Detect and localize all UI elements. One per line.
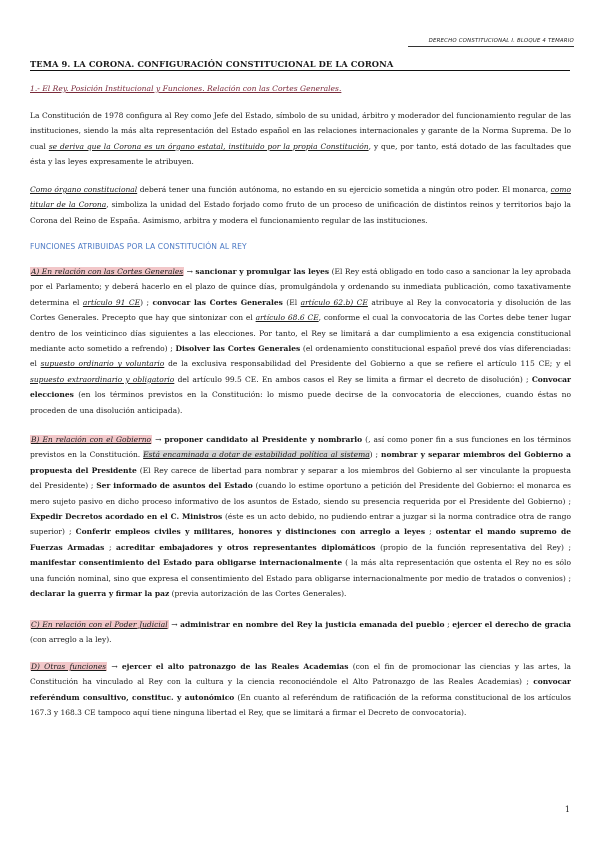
a-ref-3: artículo 68.6 CE — [255, 313, 319, 323]
b-text-13: ; — [104, 542, 112, 552]
a-text-6: atribuye al Rey la convocatoria y disolución de las Cortes Generales. Precepto que hay que sintonizar con el — [30, 297, 572, 323]
d-bold-1: ejercer el alto patronazgo de las Reales Academias — [121, 662, 349, 671]
c-bold-1: administrar en nombre del Rey la justicia emanada del pueblo — [180, 620, 445, 629]
arrow-icon: → — [111, 662, 118, 671]
header-rule — [408, 46, 574, 47]
b-text-5: (El Rey carece de libertad para nombrar y separar a los miembros del Gobierno al ser vinculante la propuesta del Presidente) ; — [30, 465, 571, 491]
a-text-7: , conforme el cual la convocatoria de las Cortes debe tener lugar dentro de los veinticinco días siguientes a las elecciones. Por tanto, el Rey se limitará a dar cumplimiento a esa exigencia constitucional mediante acto sometido a refrendo) ; — [30, 313, 571, 354]
function-a-paragraph — [30, 264, 571, 418]
function-d-paragraph — [30, 659, 571, 721]
b-bold-4: Expedir Decretos acordado en el C. Ministros — [30, 512, 223, 522]
function-b-tag: B) En relación con el Gobierno — [31, 435, 152, 444]
organ-paragraph — [30, 182, 571, 228]
running-header: DERECHO CONSTITUCIONAL I. BLOQUE 4 TEMARIO — [428, 38, 574, 44]
b-text-11: ; — [425, 527, 432, 537]
a-text-2: (El Rey está obligado en todo caso a sancionar la ley aprobada por el Parlamento; y deberá hacerlo en el plazo de quince días, promulgándola y ordenando su inmediata publicación, como taxativamente determina el — [30, 267, 572, 307]
c-text-2: ; — [444, 620, 450, 629]
function-c-tag: C) En relación con el Poder Judicial — [31, 620, 168, 629]
d-text-4: (En cuanto al referéndum de ratificación de la reforma constitucional de los artículos 167.3 y 168.3 CE tampoco aquí tiene ninguna libertad el Rey, que se limitará a firmar el Decreto de convocatoria). — [30, 692, 571, 718]
b-bold-7: acreditar embajadores y otros representantes diplomáticos — [116, 542, 376, 552]
p2-text-b: , simboliza la unidad del Estado forjado como fruto de un proceso de unificación de distintos reinos y territorios bajo la Corona del Reino de España. Asimismo, arbitra y modera el funcionamiento regular de las instituciones. — [30, 200, 571, 225]
function-a-tag: A) En relación con las Cortes Generales — [31, 267, 184, 276]
b-text-19: (previa autorización de las Cortes Generales). — [169, 589, 347, 599]
a-ref-5: supuesto extraordinario y obligatorio — [30, 374, 175, 384]
page-number: 1 — [564, 805, 570, 814]
a-ref-1: artículo 91 CE — [82, 297, 141, 307]
b-bold-9: declarar la guerra y firmar la paz — [30, 589, 170, 599]
p1-text: La Constitución de 1978 configura al Rey como Jefe del Estado, símbolo de su unidad, árbitro y moderador del funcionamiento regular de las instituciones, siendo la más alta representación del Estado español en las relaciones internacionales y garante de la Norma Suprema. De lo cual — [30, 111, 571, 151]
a-text-13: (en los términos previstos en la Constitución: lo mismo puede decirse de la convocatoria de elecciones, cuando éstas no proceden de una disolución anticipada). — [30, 390, 571, 415]
d-bold-2: convocar referéndum consultivo, constituc. y autonómico — [30, 677, 571, 702]
a-text-10: de la exclusiva responsabilidad del Presidente del Gobierno a que se refiere el artículo 115 CE; y el — [164, 359, 571, 369]
function-b-paragraph — [30, 432, 571, 601]
arrow-icon: → — [171, 620, 178, 629]
b-text-9: (éste es un acto debido, no pudiendo entrar a juzgar si la norma contradice otra de rango superior) ; — [30, 512, 571, 537]
p2-text-a: deberá tener una función autónoma, no estando en su ejercicio sometida a ningún otro poder. El monarca, — [137, 185, 549, 194]
p2-underlined-2: como titular de la Corona — [30, 185, 572, 210]
b-text-15: (propio de la función representativa del Rey) ; — [375, 542, 571, 552]
b-highlight: Está encaminada a dotar de estabilidad política al sistema — [143, 450, 370, 460]
a-text-5: (El — [282, 297, 298, 307]
a-ref-4: supuesto ordinario y voluntario — [40, 359, 165, 369]
b-bold-5: Conferir empleos civiles y militares, honores y distinciones con arreglo a leyes — [75, 527, 426, 537]
b-text-3: ) ; — [369, 450, 379, 460]
c-bold-2: ejercer el derecho de gracia — [452, 620, 571, 629]
a-bold-4: Convocar elecciones — [30, 374, 571, 400]
p1-underlined: se deriva que la Corona es un órgano estatal, instituido por la propia Constitución — [48, 141, 369, 151]
arrow-icon: → — [186, 267, 193, 276]
a-bold-2: convocar las Cortes Generales — [152, 297, 283, 307]
arrow-icon: → — [155, 435, 162, 444]
d-text-2: (con el fin de promocionar las ciencias y las artes, la Constitución ha vinculado al Rey con la cultura y la ciencia reconociéndole el Alto Patronazgo de las Reales Academias) ; — [30, 662, 571, 687]
intro-paragraph — [30, 108, 571, 170]
b-bold-1: proponer candidato al Presidente y nombrarlo — [164, 435, 363, 444]
a-ref-2: artículo 62.b) CE — [300, 297, 368, 307]
function-d-tag: D) Otras funciones — [31, 662, 107, 671]
document-title: TEMA 9. LA CORONA. CONFIGURACIÓN CONSTITUCIONAL DE LA CORONA — [30, 59, 570, 71]
b-bold-8: manifestar consentimiento del Estado para obligarse internacionalmente — [30, 558, 343, 568]
a-bold-3: Disolver las Cortes Generales — [175, 344, 301, 354]
b-bold-2: nombrar y separar miembros del Gobierno a propuesta del Presidente — [30, 450, 571, 475]
function-c-paragraph — [30, 617, 571, 648]
b-bold-6: ostentar el mando supremo de Fuerzas Armadas — [30, 527, 571, 552]
p2-underlined-1: Como órgano constitucional — [30, 185, 138, 194]
a-text-11: del artículo 99.5 CE. En ambos casos el Rey se limita a firmar el decreto de disolución) ; — [174, 374, 529, 384]
c-text-4: (con arreglo a la ley). — [30, 635, 112, 645]
a-text-3: ) ; — [140, 297, 150, 307]
section-subtitle: 1.- El Rey. Posición Institucional y Funciones. Relación con las Cortes Generales. — [30, 84, 342, 93]
a-text-9: (el ordenamiento constitucional español prevé dos vías diferenciadas: el — [30, 344, 571, 369]
p1-end: , y que, por tanto, está dotado de las facultades que ésta y las leyes expresamente le atribuyen. — [30, 141, 572, 167]
b-text-2: (, así como poner fin a sus funciones en los términos previstos en la Constitución. — [30, 435, 571, 460]
b-text-7: (cuando lo estime oportuno a petición del Presidente del Gobierno: el monarca es mero sujeto pasivo en dicho proceso informativo de los asuntos de Estado, siendo su presencia requerida por el Presidente del Gobierno) ; — [30, 481, 571, 506]
functions-heading: FUNCIONES ATRIBUIDAS POR LA CONSTITUCIÓN AL REY — [30, 242, 247, 251]
a-bold-1: sancionar y promulgar las leyes — [195, 267, 330, 276]
b-text-17: ( la más alta representación que ostenta el Rey no es sólo una función nominal, sino que expresa el consentimiento del Estado para obligarse internacionalmente por medio de tratados o convenios) ; — [30, 558, 571, 583]
b-bold-3: Ser informado de asuntos del Estado — [96, 481, 253, 491]
